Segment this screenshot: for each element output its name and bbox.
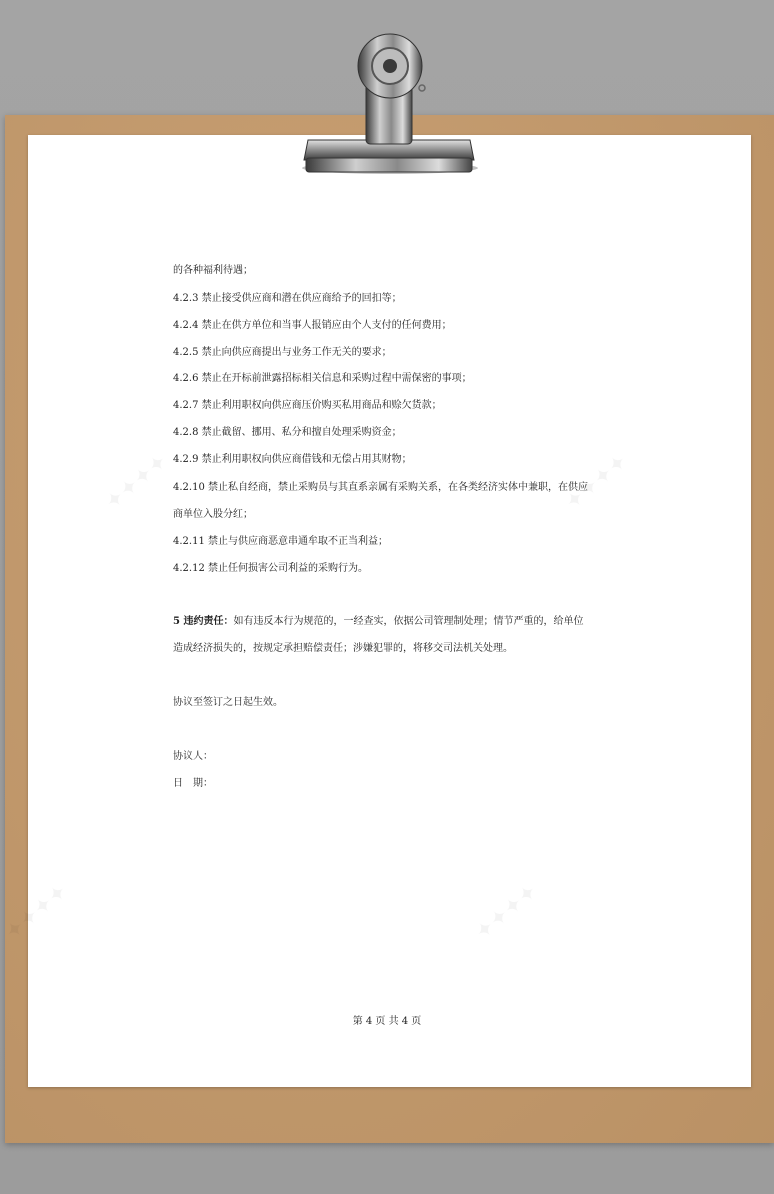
document-line: 4.2.7 禁止利用职权向供应商压价购买私用商品和赊欠货款； [173, 400, 442, 411]
document-line: 4.2.3 禁止接受供应商和潜在供应商给予的回扣等； [173, 293, 402, 304]
liability-line: 造成经济损失的，按规定承担赔偿责任；涉嫌犯罪的，将移交司法机关处理。 [173, 643, 513, 654]
document-line: 4.2.11 禁止与供应商恶意串通牟取不正当利益； [173, 536, 388, 547]
document-line: 4.2.5 禁止向供应商提出与业务工作无关的要求； [173, 347, 392, 358]
effective-statement: 协议至签订之日起生效。 [173, 697, 283, 708]
document-line: 4.2.8 禁止截留、挪用、私分和擅自处理采购资金； [173, 427, 402, 438]
document-line: 的各种福利待遇； [173, 265, 253, 276]
document-page [28, 135, 751, 1087]
document-line: 4.2.12 禁止任何损害公司利益的采购行为。 [173, 563, 368, 574]
signer-label: 协议人： [173, 751, 213, 762]
document-line: 4.2.9 禁止利用职权向供应商借钱和无偿占用其财物； [173, 454, 412, 465]
document-line: 商单位入股分红； [173, 509, 253, 520]
liability-heading: 5 违约责任： [173, 616, 234, 627]
page-footer: 第 4 页 共 4 页 [352, 1016, 422, 1027]
liability-line [173, 615, 583, 629]
document-line: 4.2.4 禁止在供方单位和当事人报销应由个人支付的任何费用； [173, 320, 452, 331]
document-line: 4.2.6 禁止在开标前泄露招标相关信息和采购过程中需保密的事项； [173, 373, 472, 384]
document-line: 4.2.10 禁止私自经商，禁止采购员与其直系亲属有采购关系，在各类经济实体中兼职，在供应 [173, 482, 588, 493]
liability-text: 如有违反本行为规范的，一经查实，依据公司管理制处理；情节严重的，给单位 [233, 616, 584, 627]
date-label: 日 期： [173, 778, 213, 789]
